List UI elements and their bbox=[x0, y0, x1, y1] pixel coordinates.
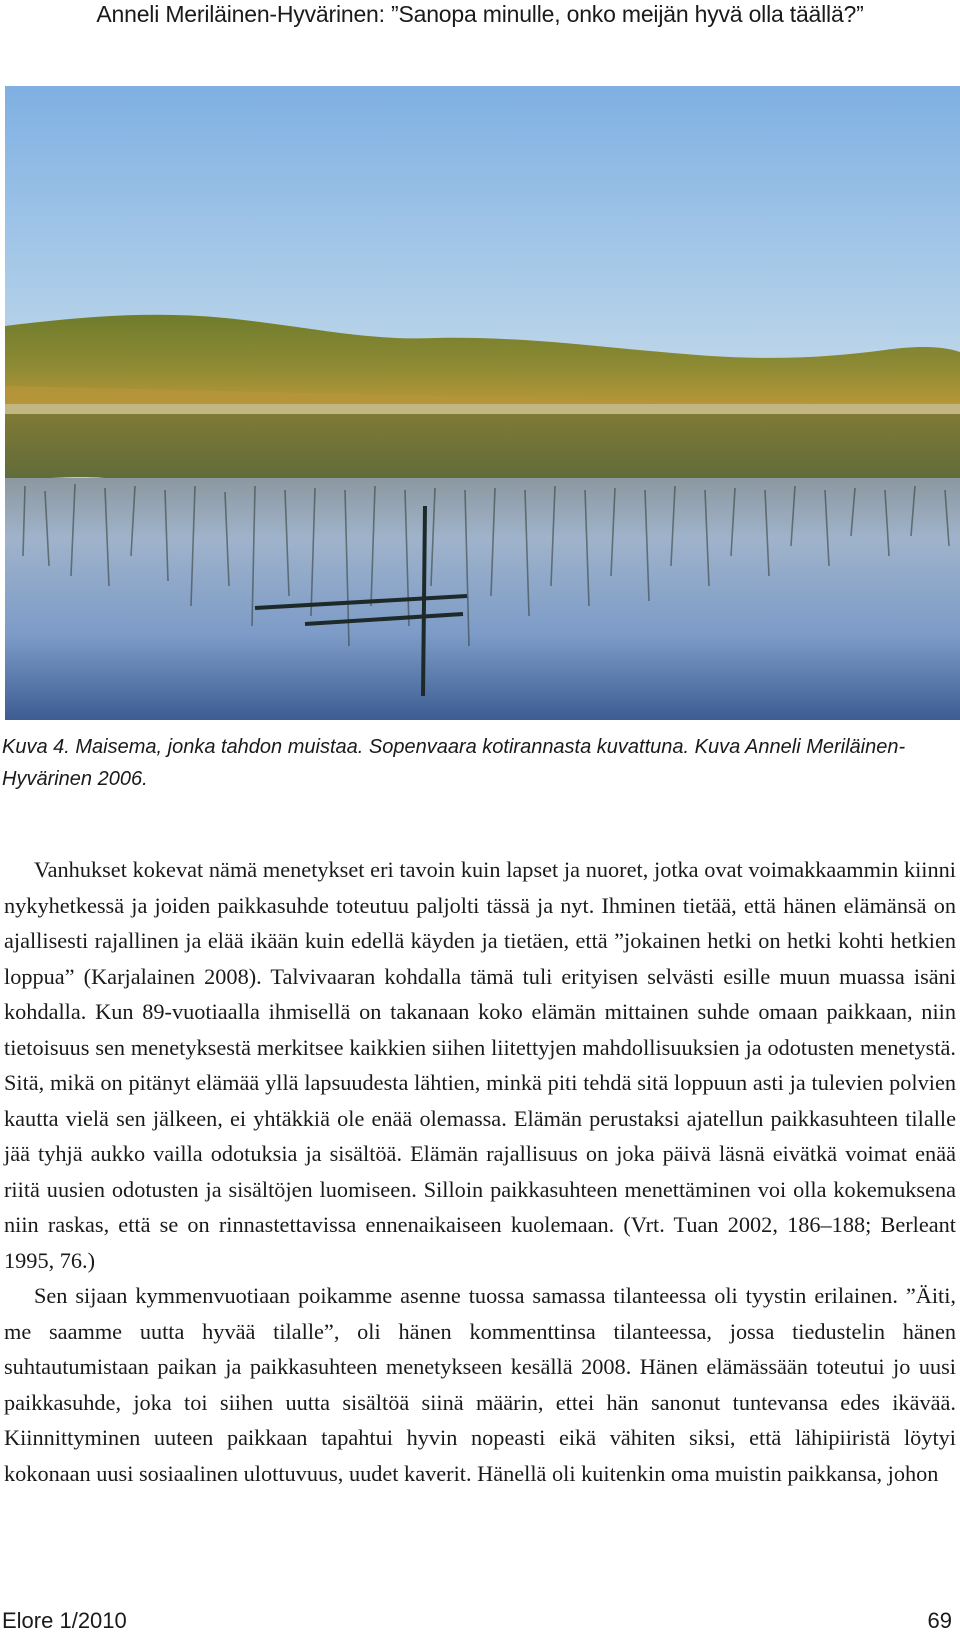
paragraph: Sen sijaan kymmenvuotiaan poikamme asenne tuossa samassa tilanteessa oli tyystin erilainen. ”Äiti, me saamme uutta hyvää tilalle”, oli hänen kommenttinsa tilanteessa, jossa tiedustelin hänen suhtautumistaan paikan ja paikkasuhteen menetykseen kesällä 2008. Hänen elämässään toteutui jo uusi paikkasuhde, joka toi siihen uutta sisältöä siinä määrin, ettei hän sanonut tuntevansa edes ikävää. Kiinnittyminen uuteen paikkaan tapahtui hyvin nopeasti eikä vähiten siksi, että lähipiiristä löytyi kokonaan uusi sosiaalinen ulottuvuus, uudet kaverit. Hänellä oli kuitenkin oma muistin paikkansa, johon bbox=[4, 1283, 956, 1486]
running-header: Anneli Meriläinen-Hyvärinen: ”Sanopa minulle, onko meijän hyvä olla täällä?” bbox=[96, 1, 864, 27]
page-number: 69 bbox=[927, 1608, 952, 1633]
landscape-photo bbox=[5, 86, 960, 720]
article-body bbox=[4, 852, 956, 1491]
lake-landscape-image bbox=[5, 86, 960, 720]
journal-issue: Elore 1/2010 bbox=[2, 1608, 127, 1633]
figure-caption: Kuva 4. Maisema, jonka tahdon muistaa. Sopenvaara kotirannasta kuvattuna. Kuva Anneli Meriläinen-Hyvärinen 2006. bbox=[2, 736, 906, 790]
paragraph: Vanhukset kokevat nämä menetykset eri tavoin kuin lapset ja nuoret, jotka ovat voimakkaammin kiinni nykyhetkessä ja joiden paikkasuhde toteutuu paljolti tässä ja nyt. Ihminen tietää, että hänen elämänsä on ajallisesti rajallinen ja elää ikään kuin edellä käyden ja tietäen, että ”jokainen hetki on hetki kohti hetkien loppua” (Karjalainen 2008). Talvivaaran kohdalla tämä tuli erityisen selvästi esille muun muassa isäni kohdalla. Kun 89-vuotiaalla ihmisellä on takanaan koko elämän mittainen suhde omaan paikkaan, niin tietoisuus sen menetyksestä merkitsee kaikkien siihen liitettyjen mahdollisuuksien ja odotusten menetystä. Sitä, mikä on pitänyt elämää yllä lapsuudesta lähtien, minkä piti tehdä sitä loppuun asti ja tulevien polvien kautta vielä sen jälkeen, ei yhtäkkiä ole enää olemassa. Elämän perustaksi ajatellun paikkasuhteen tilalle jää tyhjä aukko vailla odotuksia ja sisältöä. Elämän rajallisuus on joka päivä läsnä eivätkä voimat enää riitä uusien odotusten ja sisältöjen luomiseen. Silloin paikkasuhteen menettäminen voi olla kokemuksena niin raskas, että se on rinnastettavissa ennenaikaiseen kuolemaan. (Vrt. Tuan 2002, 186–188; Berleant 1995, 76.) bbox=[4, 857, 956, 1273]
